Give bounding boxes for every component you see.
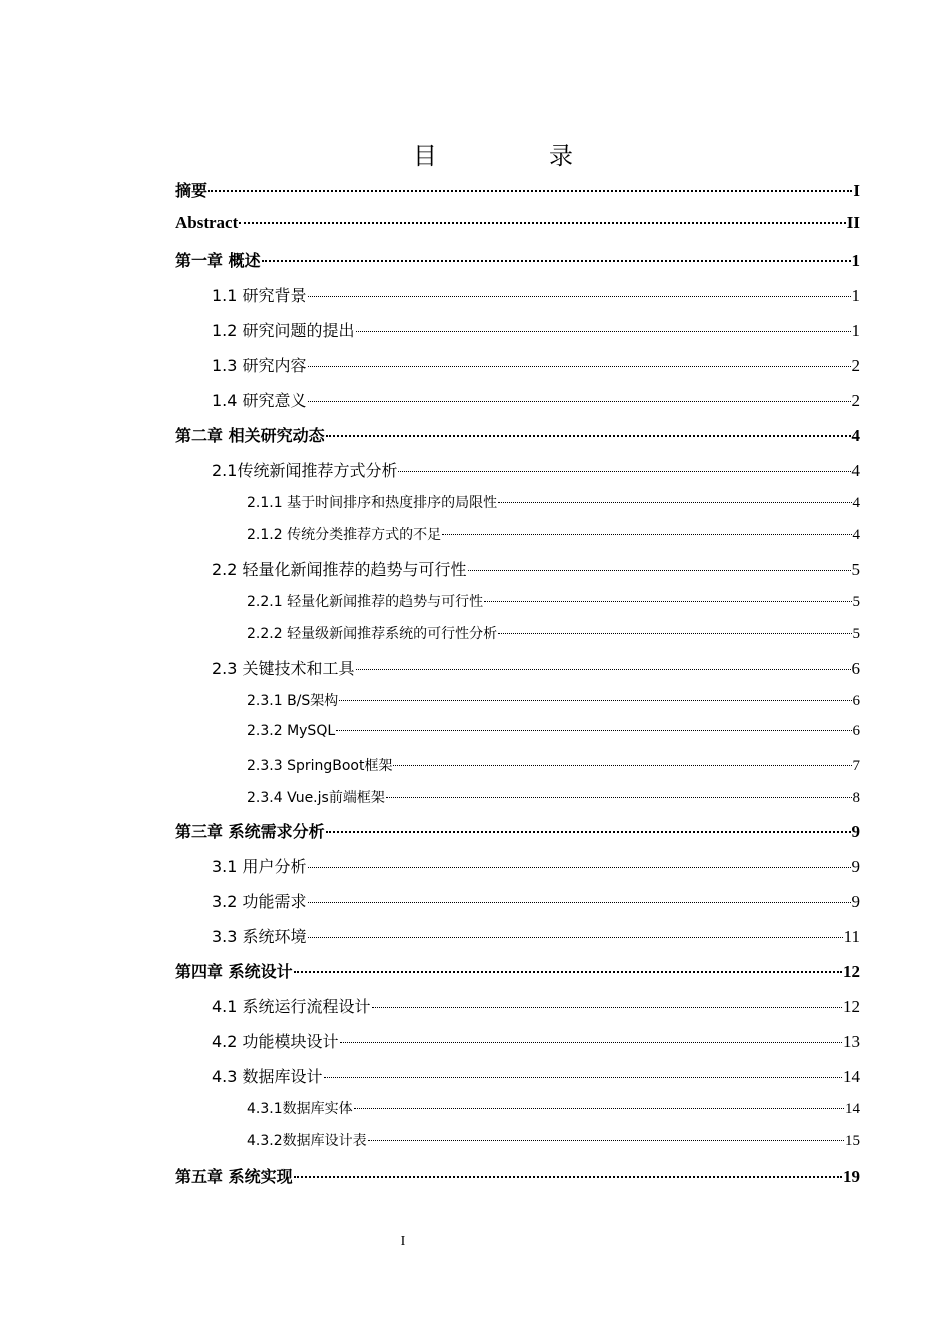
toc-leader-dots xyxy=(442,534,851,535)
toc-entry[interactable] xyxy=(212,1029,860,1052)
toc-entry[interactable] xyxy=(175,178,860,201)
toc-entry-page: 11 xyxy=(843,927,860,946)
toc-entry[interactable] xyxy=(212,318,860,341)
toc-entry-label: 1.1 研究背景 xyxy=(212,286,307,305)
toc-entry-page: 12 xyxy=(843,962,860,981)
toc-entry-page: 1 xyxy=(851,286,860,305)
toc-entry-page: 4 xyxy=(852,527,860,543)
toc-entry-page: 2 xyxy=(851,356,860,375)
toc-entry-page: 1 xyxy=(851,321,860,340)
toc-entry-label: 2.2.1 轻量化新闻推荐的趋势与可行性 xyxy=(247,594,484,610)
toc-entry-label: 3.1 用户分析 xyxy=(212,857,307,876)
toc-leader-dots xyxy=(339,700,851,701)
toc-entry-label: 4.3.2数据库设计表 xyxy=(247,1133,367,1149)
toc-leader-dots xyxy=(326,435,851,437)
toc-entry[interactable] xyxy=(212,388,860,411)
toc-entry-label: 第三章 系统需求分析 xyxy=(175,822,325,841)
toc-entry-page: 15 xyxy=(845,1133,860,1149)
toc-entry-page: 8 xyxy=(852,790,860,806)
toc-entry[interactable] xyxy=(247,690,860,710)
toc-entry-label: 2.3.3 SpringBoot框架 xyxy=(247,758,393,774)
toc-entry[interactable] xyxy=(247,755,860,775)
toc-entry-label: 2.3.1 B/S架构 xyxy=(247,693,339,709)
toc-entry-page: 13 xyxy=(843,1032,860,1051)
toc-entry-label: 2.1.1 基于时间排序和热度排序的局限性 xyxy=(247,495,498,511)
toc-leader-dots xyxy=(498,633,851,634)
toc-entry[interactable] xyxy=(212,458,860,481)
toc-entry-page: 4 xyxy=(852,495,860,511)
toc-leader-dots xyxy=(356,669,851,670)
toc-entry-page: 6 xyxy=(852,723,860,739)
toc-entry[interactable] xyxy=(175,248,860,271)
toc-entry[interactable] xyxy=(212,889,860,912)
toc-entry[interactable] xyxy=(247,1098,860,1118)
toc-entry-page: 1 xyxy=(851,251,860,270)
page-number: I xyxy=(400,1234,406,1249)
toc-entry-page: 12 xyxy=(843,997,860,1016)
toc-entry-label: 第四章 系统设计 xyxy=(175,962,293,981)
toc-entry-page: 19 xyxy=(843,1167,860,1186)
toc-entry-label: Abstract xyxy=(175,213,239,232)
toc-entry-page: 14 xyxy=(845,1101,860,1117)
toc-entry[interactable] xyxy=(247,492,860,512)
toc-entry-label: 摘要 xyxy=(175,181,208,200)
toc-entry[interactable] xyxy=(212,854,860,877)
toc-entry-label: 2.2 轻量化新闻推荐的趋势与可行性 xyxy=(212,560,467,579)
toc-leader-dots xyxy=(393,765,851,766)
toc-entry-page: 5 xyxy=(852,626,860,642)
toc-leader-dots xyxy=(208,190,852,192)
toc-entry-page: 5 xyxy=(852,594,860,610)
toc-entry[interactable] xyxy=(175,1164,860,1187)
toc-entry-label: 2.2.2 轻量级新闻推荐系统的可行性分析 xyxy=(247,626,498,642)
toc-entry[interactable] xyxy=(175,423,860,446)
toc-leader-dots xyxy=(294,971,842,973)
toc-entry-page: 2 xyxy=(851,391,860,410)
toc-leader-dots xyxy=(308,937,843,938)
toc-entry-label: 4.2 功能模块设计 xyxy=(212,1032,339,1051)
toc-entry-label: 2.3.4 Vue.js前端框架 xyxy=(247,790,385,806)
toc-entry-label: 4.3.1数据库实体 xyxy=(247,1101,353,1117)
toc-entry[interactable] xyxy=(212,353,860,376)
toc-entry-page: 9 xyxy=(851,892,860,911)
toc-entry[interactable] xyxy=(247,723,860,740)
toc-leader-dots xyxy=(308,366,851,367)
toc-entry-label: 3.3 系统环境 xyxy=(212,927,307,946)
toc-entry-page: 9 xyxy=(851,822,860,841)
toc-entry[interactable] xyxy=(175,819,860,842)
toc-leader-dots xyxy=(356,331,851,332)
toc-leader-dots xyxy=(340,1042,842,1043)
toc-entry-page: 5 xyxy=(851,560,860,579)
toc-entry[interactable] xyxy=(212,283,860,306)
toc-entry[interactable] xyxy=(247,524,860,544)
toc-entry[interactable] xyxy=(247,787,860,807)
toc-entry-label: 1.4 研究意义 xyxy=(212,391,307,410)
toc-title: 目 录 xyxy=(413,142,617,170)
toc-leader-dots xyxy=(354,1108,844,1109)
toc-leader-dots xyxy=(484,601,851,602)
toc-leader-dots xyxy=(326,831,851,833)
toc-entry-label: 2.1传统新闻推荐方式分析 xyxy=(212,461,398,480)
toc-entry-label: 第二章 相关研究动态 xyxy=(175,426,325,445)
toc-leader-dots xyxy=(386,797,852,798)
toc-entry-label: 1.2 研究问题的提出 xyxy=(212,321,355,340)
toc-leader-dots xyxy=(498,502,851,503)
toc-entry[interactable] xyxy=(247,591,860,611)
toc-entry-label: 第五章 系统实现 xyxy=(175,1167,293,1186)
toc-leader-dots xyxy=(468,570,851,571)
toc-entry-page: 4 xyxy=(851,461,860,480)
toc-leader-dots xyxy=(308,401,851,402)
toc-entry[interactable] xyxy=(175,959,860,982)
toc-entry-label: 2.3 关键技术和工具 xyxy=(212,659,355,678)
toc-entry[interactable] xyxy=(212,994,860,1017)
toc-leader-dots xyxy=(308,296,851,297)
toc-entry[interactable] xyxy=(212,924,860,947)
toc-leader-dots xyxy=(239,222,846,224)
toc-leader-dots xyxy=(262,260,851,262)
toc-leader-dots xyxy=(372,1007,842,1008)
toc-leader-dots xyxy=(308,867,851,868)
toc-entry[interactable] xyxy=(175,213,860,233)
toc-entry-page: I xyxy=(853,181,860,200)
toc-entry-label: 1.3 研究内容 xyxy=(212,356,307,375)
toc-entry[interactable] xyxy=(212,656,860,679)
toc-entry[interactable] xyxy=(247,1130,860,1150)
toc-entry-page: 6 xyxy=(851,659,860,678)
toc-entry-page: 6 xyxy=(852,693,860,709)
toc-entry-page: 7 xyxy=(852,758,860,774)
toc-entry-label: 2.3.2 MySQL xyxy=(247,723,336,739)
toc-entry-page: 14 xyxy=(843,1067,860,1086)
toc-leader-dots xyxy=(308,902,851,903)
toc-entry-page: 9 xyxy=(851,857,860,876)
toc-entry[interactable] xyxy=(212,557,860,580)
toc-entry-label: 3.2 功能需求 xyxy=(212,892,307,911)
toc-entry-label: 第一章 概述 xyxy=(175,251,261,270)
toc-entry[interactable] xyxy=(212,1064,860,1087)
toc-leader-dots xyxy=(336,730,851,731)
toc-entry-label: 2.1.2 传统分类推荐方式的不足 xyxy=(247,527,442,543)
toc-entry[interactable] xyxy=(247,623,860,643)
toc-leader-dots xyxy=(368,1140,844,1141)
toc-entry-page: II xyxy=(846,213,860,232)
toc-entry-page: 4 xyxy=(851,426,860,445)
toc-leader-dots xyxy=(294,1176,842,1178)
toc-entry-label: 4.3 数据库设计 xyxy=(212,1067,323,1086)
toc-entry-label: 4.1 系统运行流程设计 xyxy=(212,997,371,1016)
toc-leader-dots xyxy=(324,1077,842,1078)
toc-leader-dots xyxy=(398,471,850,472)
